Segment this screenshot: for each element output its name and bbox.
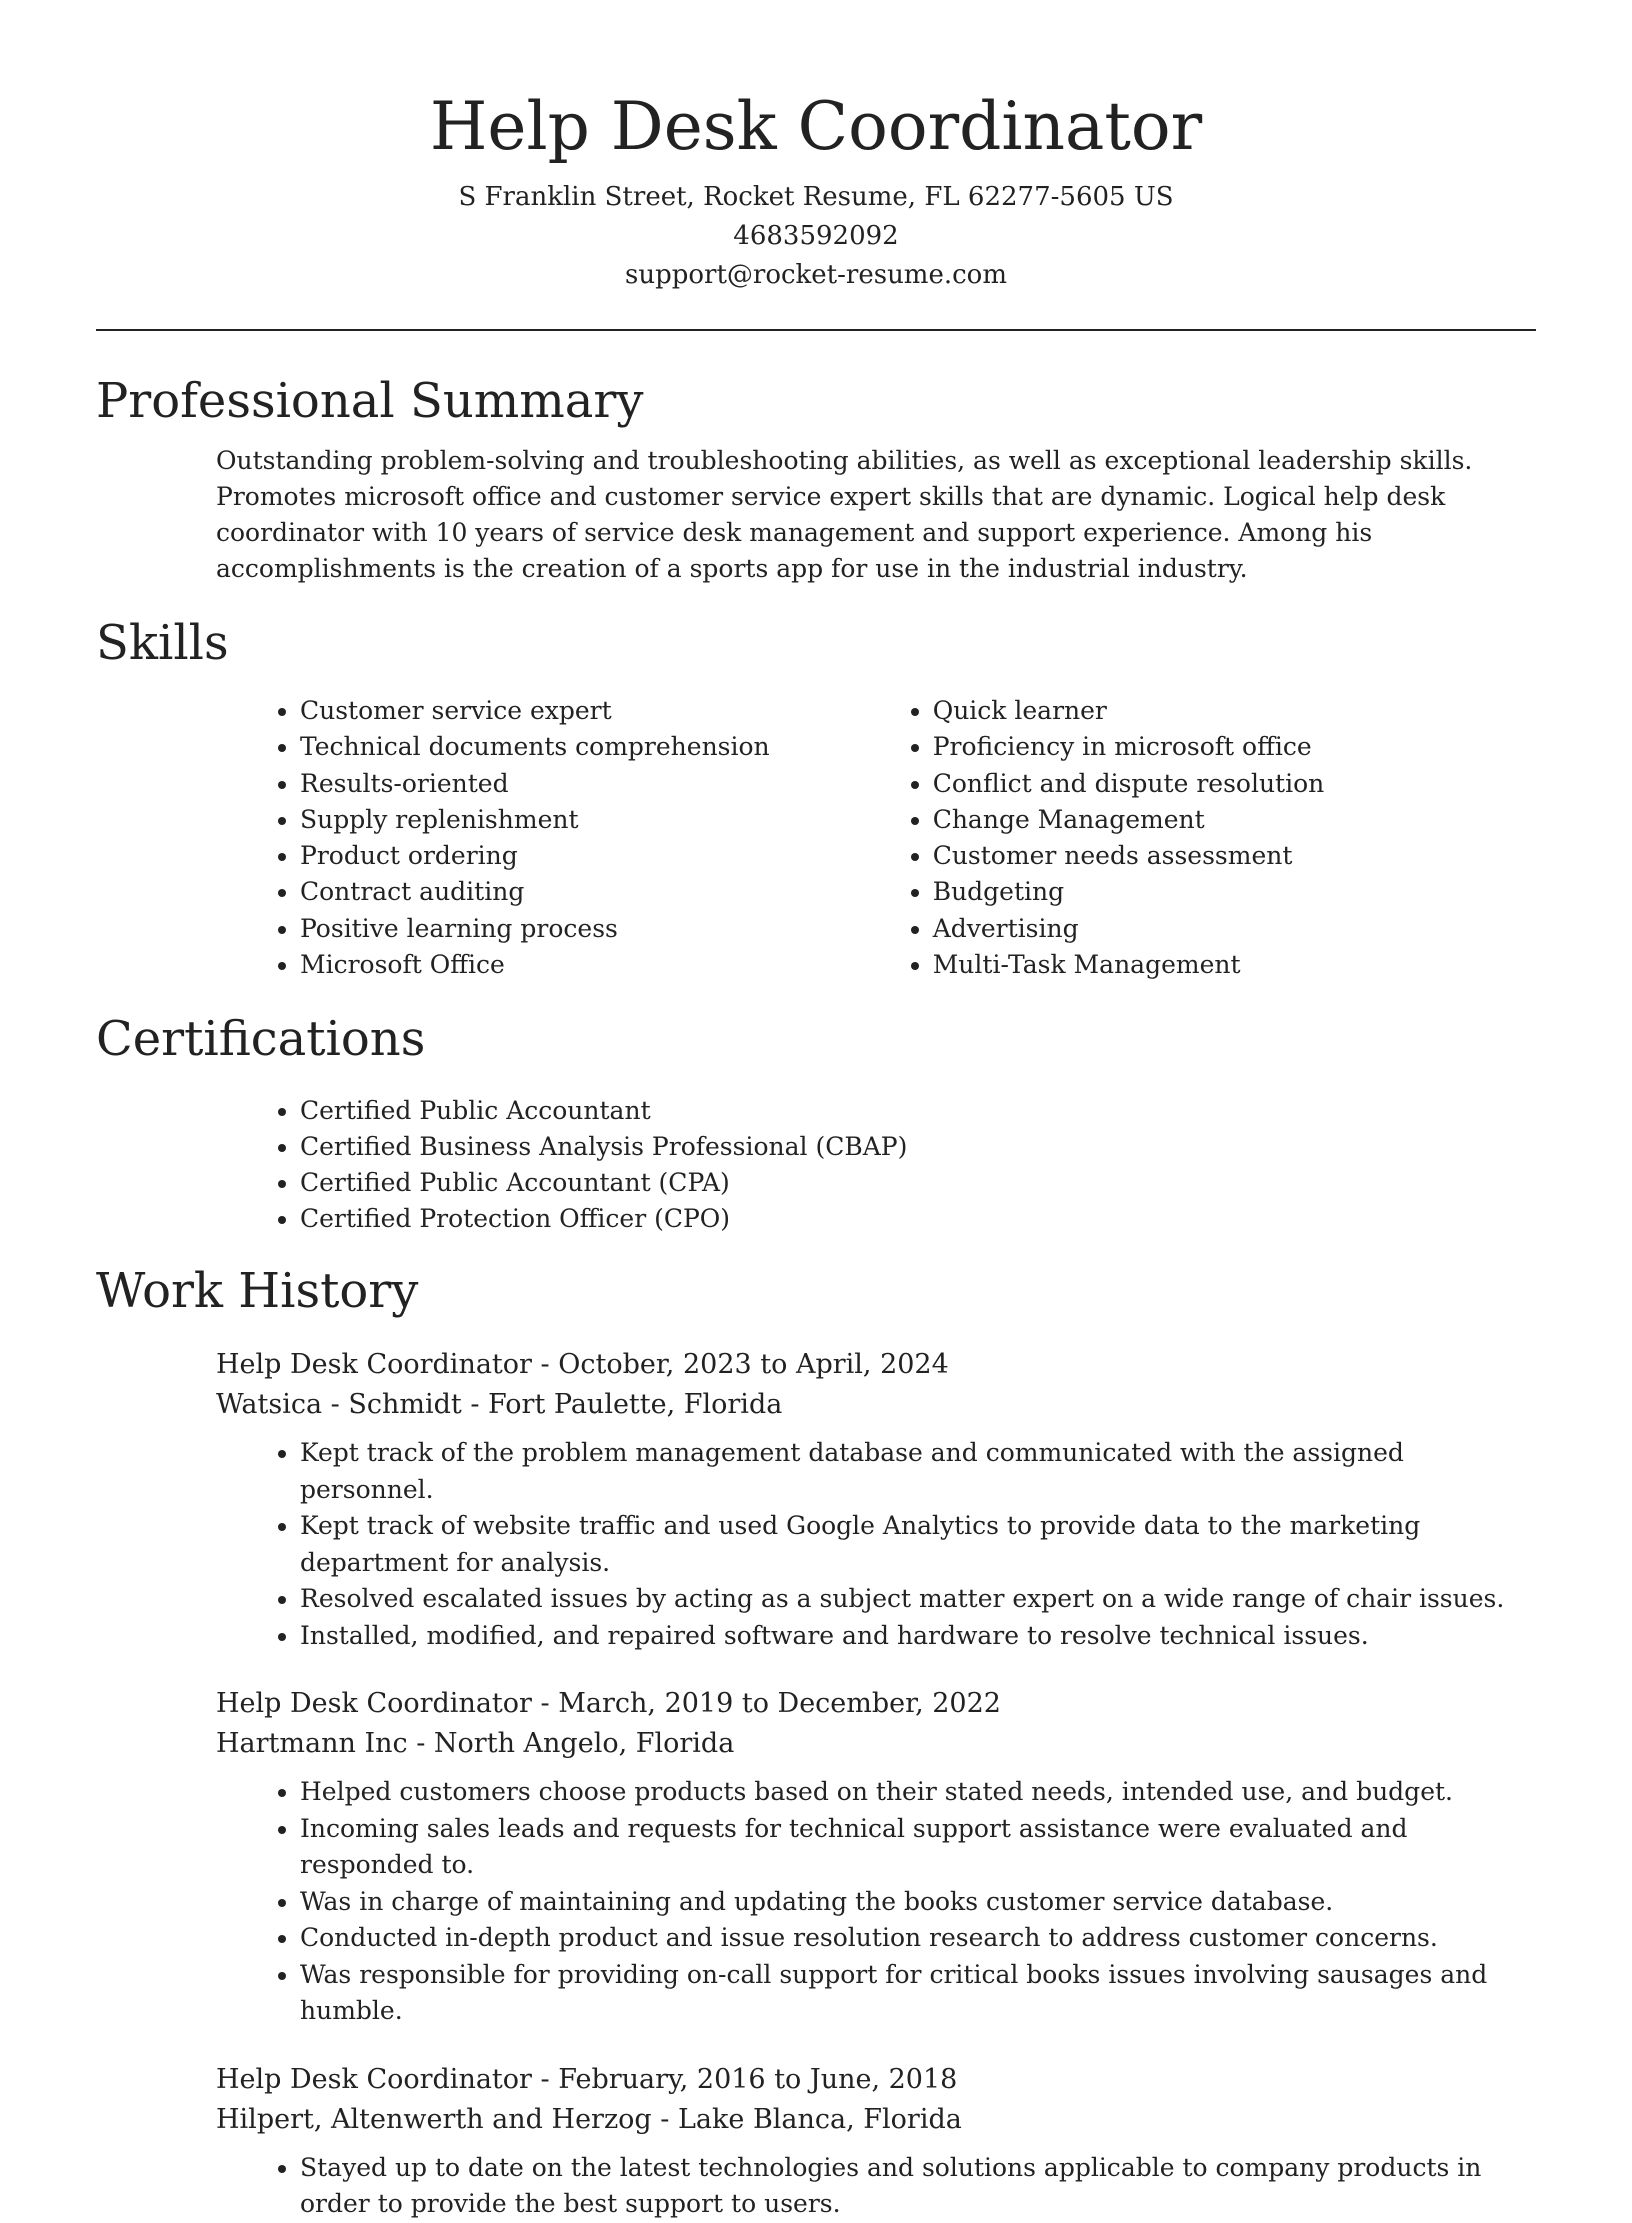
work-history-heading: Work History — [96, 1263, 419, 1320]
skills-column-left — [256, 693, 889, 983]
skill-item: • Change Management — [933, 802, 1536, 838]
job-bullet: • Was responsible for providing on-call support for critical books issues involving sausages and humble. — [300, 1957, 1520, 2030]
job-role-line — [216, 1684, 1536, 1724]
contact-address: S Franklin Street, Rocket Resume, FL 62277-5605 US — [458, 182, 1174, 212]
certifications-list — [256, 1093, 1536, 1237]
job-entry — [216, 1345, 1536, 1654]
job-location: - Fort Paulette, Florida — [461, 1389, 783, 1421]
job-dates: - February, 2016 to June, 2018 — [531, 2063, 958, 2095]
job-bullet-list — [256, 1435, 1520, 1654]
job-dates: - October, 2023 to April, 2024 — [531, 1349, 949, 1381]
job-bullet: • Installed, modified, and repaired software and hardware to resolve technical issues. — [300, 1618, 1520, 1655]
certifications-heading: Certifications — [96, 1011, 426, 1068]
resume-page — [96, 0, 1536, 2223]
skill-item: • Conflict and dispute resolution — [933, 766, 1536, 802]
job-role-line — [216, 2060, 1536, 2100]
job-bullet: • Helped customers choose products based on their stated needs, intended use, and budget. — [300, 1774, 1520, 1811]
job-company-line — [216, 1385, 1536, 1425]
skills-heading: Skills — [96, 615, 229, 671]
job-role: Help Desk Coordinator — [216, 1688, 532, 1720]
skill-item: • Budgeting — [933, 874, 1536, 910]
skill-item: • Contract auditing — [300, 874, 889, 910]
contact-phone: 4683592092 — [733, 221, 899, 251]
skill-item: • Customer needs assessment — [933, 838, 1536, 874]
summary-heading: Professional Summary — [96, 373, 644, 429]
skill-item: • Customer service expert — [300, 693, 889, 729]
skill-item: • Results-oriented — [300, 766, 889, 802]
skill-item: • Microsoft Office — [300, 947, 889, 983]
job-bullet-list — [256, 2150, 1520, 2223]
certification-item: • Certified Business Analysis Professional (CBAP) — [300, 1129, 1536, 1165]
job-role: Help Desk Coordinator — [216, 2063, 532, 2095]
job-entry — [216, 2060, 1536, 2223]
job-company: Hilpert, Altenwerth and Herzog — [216, 2103, 652, 2135]
skill-item: • Quick learner — [933, 693, 1536, 729]
job-dates: - March, 2019 to December, 2022 — [531, 1688, 1001, 1720]
skills-column-right — [889, 693, 1536, 983]
skill-item: • Product ordering — [300, 838, 889, 874]
skills-list — [256, 693, 1536, 983]
skill-item: • Positive learning process — [300, 911, 889, 947]
job-role: Help Desk Coordinator — [216, 1349, 532, 1381]
job-role-line — [216, 1345, 1536, 1385]
job-company: Hartmann Inc — [216, 1728, 408, 1760]
summary-text: Outstanding problem-solving and troubleshooting abilities, as well as exceptional leadership skills. Promotes microsoft office and customer service expert skills that are dynamic. Logical help desk coordinator with 10 years of service desk management and support experience. Among his accomplishments is the creation of a sports app for use in the industrial industry. — [216, 446, 1473, 583]
job-bullet: • Was in charge of maintaining and updating the books customer service database. — [300, 1884, 1520, 1921]
job-company-line — [216, 2100, 1536, 2140]
contact-block — [96, 178, 1536, 295]
job-location: - Lake Blanca, Florida — [651, 2103, 962, 2135]
job-location: - North Angelo, Florida — [407, 1728, 735, 1760]
skill-item: • Technical documents comprehension — [300, 729, 889, 765]
resume-title: Help Desk Coordinator — [429, 88, 1203, 165]
job-entry — [216, 1684, 1536, 2030]
job-company-line — [216, 1724, 1536, 1764]
contact-email: support@rocket-resume.com — [624, 260, 1007, 290]
skill-item: • Multi-Task Management — [933, 947, 1536, 983]
resume-header — [96, 0, 1536, 295]
job-bullet: • Stayed up to date on the latest technologies and solutions applicable to company products in order to provide the best support to users. — [300, 2150, 1520, 2223]
job-bullet: • Kept track of the problem management database and communicated with the assigned personnel. — [300, 1435, 1520, 1508]
job-bullet: • Conducted in-depth product and issue resolution research to address customer concerns. — [300, 1920, 1520, 1957]
certification-item: • Certified Public Accountant (CPA) — [300, 1165, 1536, 1201]
skill-item: • Advertising — [933, 911, 1536, 947]
header-divider — [96, 329, 1536, 331]
certification-item: • Certified Public Accountant — [300, 1093, 1536, 1129]
skill-item: • Proficiency in microsoft office — [933, 729, 1536, 765]
job-company: Watsica - Schmidt — [216, 1389, 462, 1421]
job-bullet: • Resolved escalated issues by acting as a subject matter expert on a wide range of chair issues. — [300, 1581, 1520, 1618]
certification-item: • Certified Protection Officer (CPO) — [300, 1201, 1536, 1237]
job-bullet: • Kept track of website traffic and used Google Analytics to provide data to the marketing department for analysis. — [300, 1508, 1520, 1581]
skill-item: • Supply replenishment — [300, 802, 889, 838]
job-bullet: • Incoming sales leads and requests for technical support assistance were evaluated and responded to. — [300, 1811, 1520, 1884]
job-bullet-list — [256, 1774, 1520, 2030]
